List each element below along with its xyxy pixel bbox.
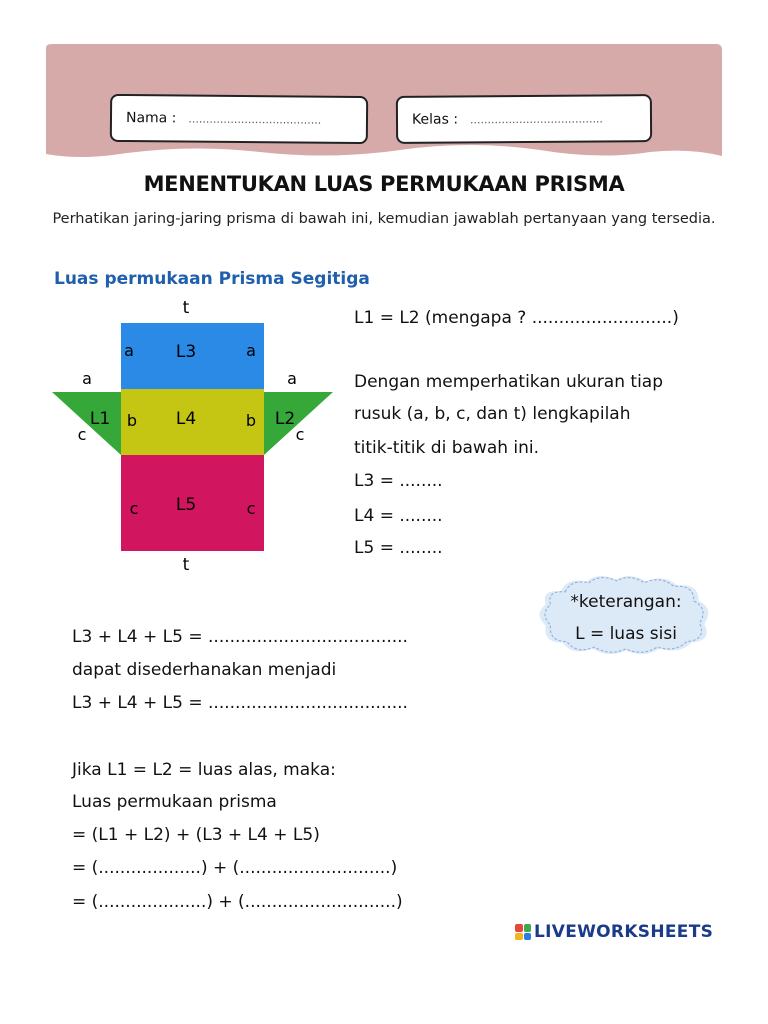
cloud-note <box>530 568 720 660</box>
label-t-top: t <box>182 298 190 318</box>
equation-line-3[interactable]: = (....................) + (............................) <box>72 892 403 912</box>
face-l4-label: L4 <box>175 409 197 429</box>
logo-icon <box>515 924 531 940</box>
edge-l4-right: b <box>245 411 257 430</box>
paragraph-line-3: titik-titik di bawah ini. <box>354 438 540 458</box>
face-l2-label: L2 <box>274 409 296 429</box>
class-label: Kelas : <box>411 111 459 128</box>
name-dots: ...................................... <box>188 112 322 127</box>
liveworksheets-logo <box>515 922 713 942</box>
luas-line: Luas permukaan prisma <box>72 792 277 812</box>
edge-l5-right: c <box>246 499 256 518</box>
cloud-line-2: L = luas sisi <box>575 624 677 644</box>
section-subtitle: Luas permukaan Prisma Segitiga <box>54 269 370 289</box>
edge-l3-right: a <box>246 341 256 360</box>
name-field[interactable] <box>110 94 368 144</box>
class-field[interactable] <box>396 94 652 144</box>
edge-tri-left-top: a <box>82 369 92 388</box>
face-l3-label: L3 <box>175 342 197 362</box>
l1-eq-l2-line: L1 = L2 (mengapa ? ..........................) <box>354 308 679 328</box>
class-dots: ...................................... <box>469 111 603 126</box>
edge-tri-right-top: a <box>287 369 297 388</box>
face-l1-label: L1 <box>89 409 111 429</box>
header-band <box>0 0 768 180</box>
l4-line[interactable]: L4 = ........ <box>354 506 443 526</box>
jika-line: Jika L1 = L2 = luas alas, maka: <box>72 760 336 780</box>
cloud-line-1: *keterangan: <box>570 592 682 612</box>
sum-line-2[interactable]: L3 + L4 + L5 = ..................................... <box>72 693 408 713</box>
paragraph-line-1: Dengan memperhatikan ukuran tiap <box>354 372 664 392</box>
edge-l3-left: a <box>124 341 134 360</box>
page-title: MENENTUKAN LUAS PERMUKAAN PRISMA <box>143 172 625 196</box>
l3-line[interactable]: L3 = ........ <box>354 471 443 491</box>
face-l5-label: L5 <box>175 495 197 515</box>
equation-line-2[interactable]: = (...................) + (............................) <box>72 858 398 878</box>
logo-text: LIVEWORKSHEETS <box>534 922 714 942</box>
name-label: Nama : <box>125 110 177 127</box>
face-l1-triangle <box>52 392 121 455</box>
equation-line-1: = (L1 + L2) + (L3 + L4 + L5) <box>72 825 320 845</box>
edge-tri-left-bottom: c <box>77 425 87 444</box>
l5-line[interactable]: L5 = ........ <box>354 538 443 558</box>
prism-net-diagram <box>40 290 340 580</box>
sum-line-1[interactable]: L3 + L4 + L5 = ..................................... <box>72 627 408 647</box>
simplify-line: dapat disederhanakan menjadi <box>72 660 337 680</box>
label-t-bottom: t <box>182 555 190 575</box>
edge-l4-left: b <box>126 411 138 430</box>
edge-tri-right-bottom: c <box>295 425 305 444</box>
edge-l5-left: c <box>129 499 139 518</box>
instruction-text: Perhatikan jaring-jaring prisma di bawah ini, kemudian jawablah pertanyaan yang tersedia. <box>52 211 716 227</box>
paragraph-line-2: rusuk (a, b, c, dan t) lengkapilah <box>354 404 631 424</box>
